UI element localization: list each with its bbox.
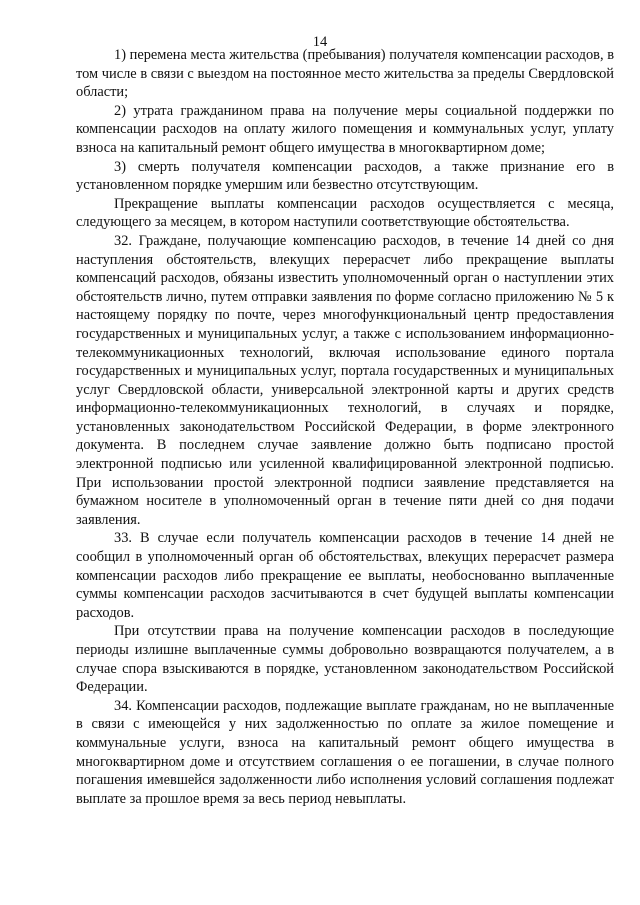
page-number: 14 xyxy=(312,34,328,50)
paragraph-overpayment-return: При отсутствии права на получение компенсации расходов в последующие периоды излишне выплаченные суммы добровольно возвращаются получателем, а в случае спора взыскиваются в порядке, установленном законодательством Российской Федерации. xyxy=(76,623,614,696)
paragraph-item-3: 3) смерть получателя компенсации расходов, а также признание его в установленном порядке умершим или безвестно отсутствующим. xyxy=(76,158,614,194)
paragraph-payment-termination: Прекращение выплаты компенсации расходов осуществляется с месяца, следующего за месяцем, в котором наступили соответствующие обстоятельства. xyxy=(76,195,614,231)
paragraph-clause-33: 33. В случае если получатель компенсации расходов в течение 14 дней не сообщил в уполномоченный орган об обстоятельствах, влекущих перерасчет размера компенсации расходов либо прекращение ее выплаты, необоснованно выплаченные суммы компенсации расходов засчитываются в счет будущей выплаты компенсации расходов. xyxy=(76,530,614,621)
paragraph-item-1: 1) перемена места жительства (пребывания) получателя компенсации расходов, в том числе в связи с выездом на постоянное место жительства за пределы Свердловской области; xyxy=(76,47,614,101)
paragraph-clause-32: 32. Граждане, получающие компенсацию расходов, в течение 14 дней со дня наступления обстоятельств, влекущих перерасчет либо прекращение выплаты компенсаций расходов, обязаны известить уполномоченный орган о наступлении этих обстоятельств лично, путем отправки заявления по форме согласно приложению № 5 к настоящему порядку по почте, через многофункциональный центр предоставления государственных и муниципальных услуг, а также с использованием информационно-телекоммуникационных технологий, включая использование единого портала государственных и муниципальных услуг, портала государственных и муниципальных услуг Свердловской области, универсальной электронной карты и других средств информационно-телекоммуникационных технологий, в случаях и порядке, установленных законодательством Российской Федерации, в форме электронного документа. В последнем случае заявление должно быть подписано простой электронной подписью или усиленной квалифицированной электронной подписью. При использовании простой электронной подписи заявление представляется на бумажном носителе в уполномоченный орган в течение пяти дней со дня подачи заявления. xyxy=(76,232,614,528)
paragraph-item-2: 2) утрата гражданином права на получение меры социальной поддержки по компенсации расходов на оплату жилого помещения и коммунальных услуг, уплату взноса на капитальный ремонт общего имущества в многоквартирном доме; xyxy=(76,102,614,156)
paragraph-clause-34: 34. Компенсации расходов, подлежащие выплате гражданам, но не выплаченные в связи с имеющейся у них задолженностью по оплате за жилое помещение и коммунальные услуги, взноса на капитальный ремонт общего имущества в многоквартирном доме и отсутствием соглашения о ее погашении, в случае полного погашения имевшейся задолженности либо исполнения условий соглашения подлежат выплате за прошлое время за весь период невыплаты. xyxy=(76,697,614,807)
document-body xyxy=(76,46,614,808)
